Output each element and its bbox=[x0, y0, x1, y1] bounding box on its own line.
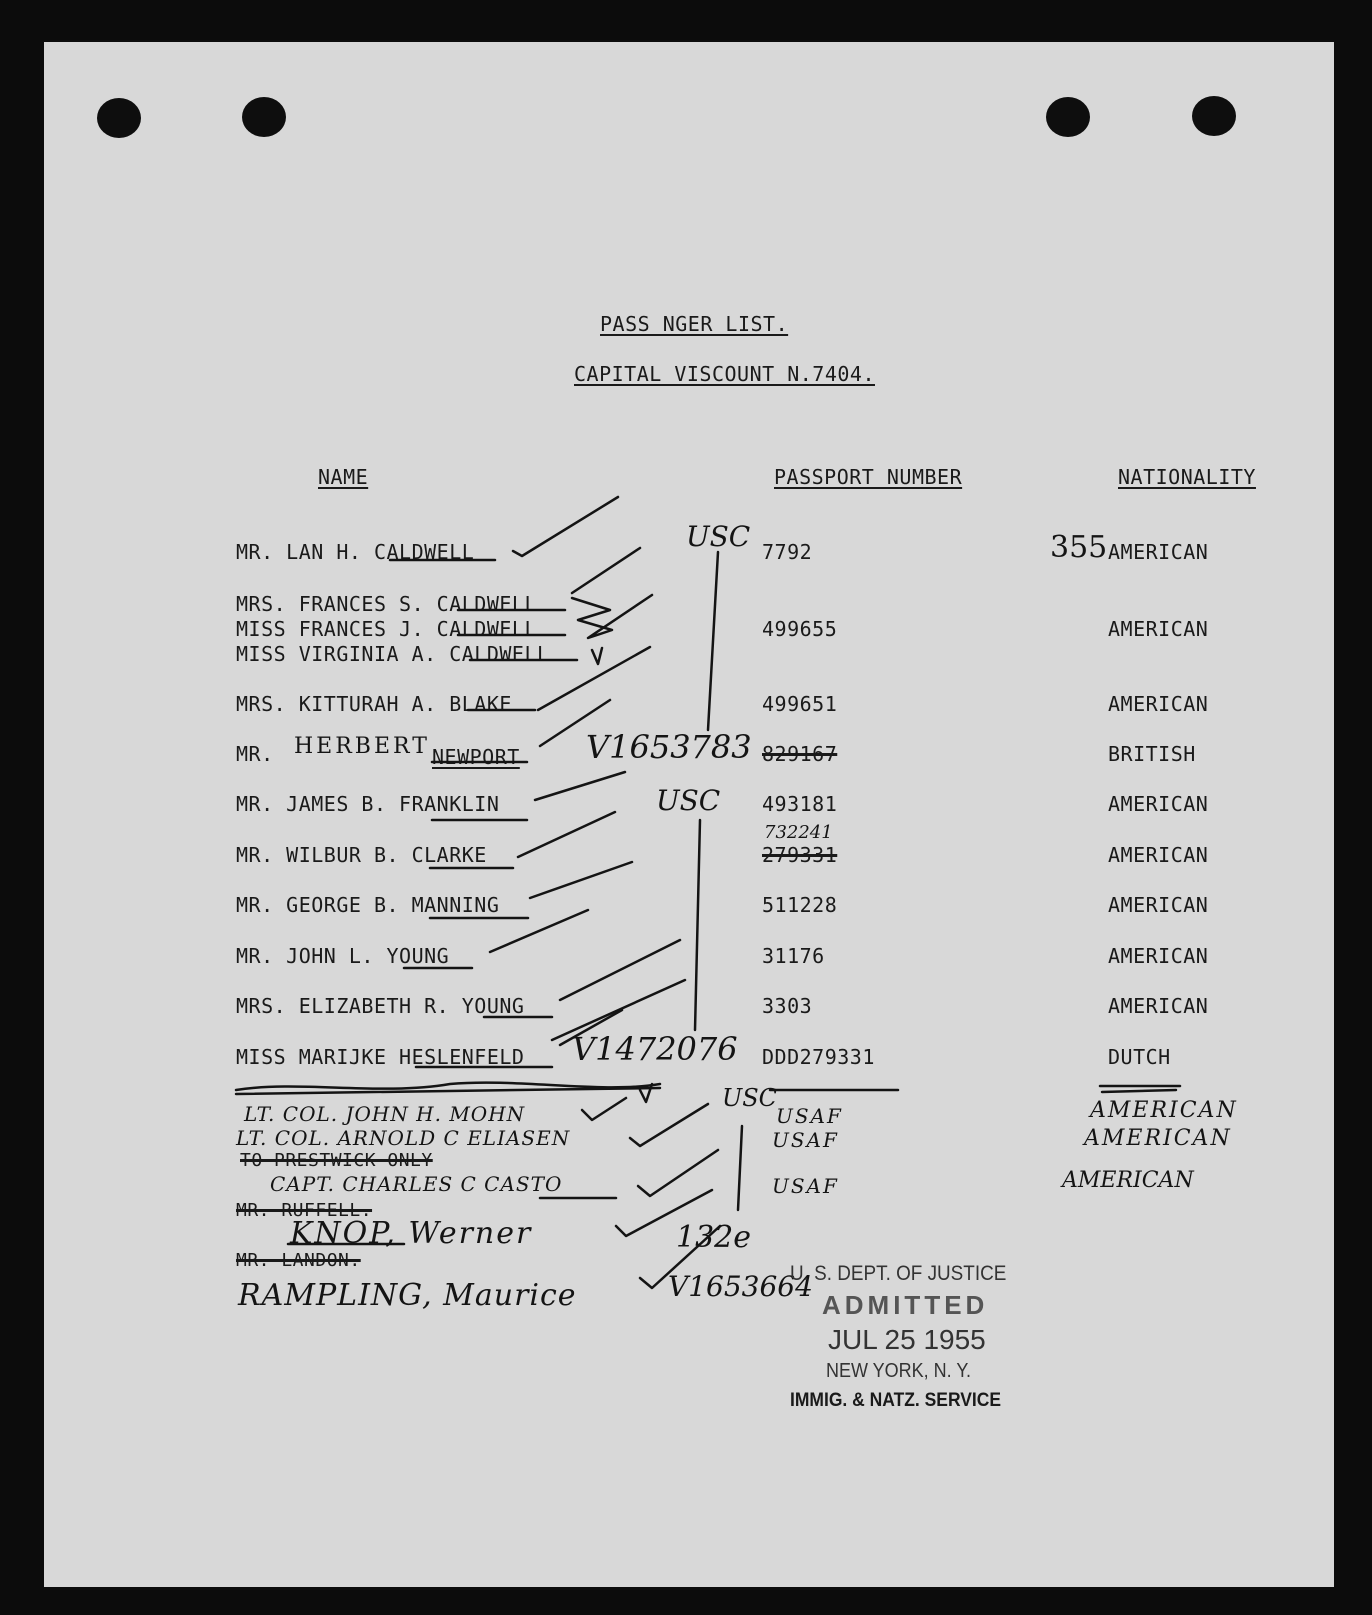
nationality: AMERICAN bbox=[1108, 893, 1209, 917]
passenger-name: MR. GEORGE B. MANNING bbox=[236, 893, 500, 917]
passenger-name: MRS. ELIZABETH R. YOUNG bbox=[236, 994, 525, 1018]
passenger-name: MRS. FRANCES S. CALDWELL bbox=[236, 592, 537, 616]
handwritten-nationality: AMERICAN bbox=[1084, 1126, 1232, 1151]
passport-number: 3303 bbox=[762, 994, 813, 1018]
handwritten-usc-note: USC bbox=[722, 1084, 778, 1112]
handwritten-passport-number: V1653783 bbox=[586, 728, 752, 766]
passport-number: 31176 bbox=[762, 944, 825, 968]
name-prefix: MR. bbox=[236, 742, 274, 766]
column-header-nationality: NATIONALITY bbox=[1118, 465, 1256, 489]
passenger-name: MISS MARIJKE HESLENFELD bbox=[236, 1045, 525, 1069]
passport-number: DDD279331 bbox=[762, 1045, 875, 1069]
nationality: AMERICAN bbox=[1108, 843, 1209, 867]
passport-number: 7792 bbox=[762, 540, 813, 564]
handwritten-note: 132e bbox=[676, 1220, 752, 1255]
passport-number: 493181 bbox=[762, 792, 838, 816]
stamp-dept: U. S. DEPT. OF JUSTICE bbox=[790, 1262, 1007, 1285]
nationality: DUTCH bbox=[1108, 1045, 1171, 1069]
handwritten-usc-note: USC bbox=[686, 520, 751, 553]
column-header-passport: PASSPORT NUMBER bbox=[774, 465, 963, 489]
handwritten-passenger-name: KNOP, Werner bbox=[290, 1216, 533, 1251]
passenger-name: MR. WILBUR B. CLARKE bbox=[236, 843, 487, 867]
handwritten-first-name: HERBERT bbox=[294, 734, 430, 759]
handwritten-usc-note: USC bbox=[656, 784, 721, 817]
nationality: AMERICAN bbox=[1108, 944, 1209, 968]
stamp-date: JUL 25 1955 bbox=[828, 1324, 986, 1355]
nationality: AMERICAN bbox=[1108, 692, 1209, 716]
handwritten-nationality: AMERICAN bbox=[1062, 1168, 1194, 1193]
nationality: AMERICAN bbox=[1108, 994, 1209, 1018]
passenger-name: MRS. KITTURAH A. BLAKE bbox=[236, 692, 512, 716]
handwritten-passport-number: 732241 bbox=[764, 822, 833, 843]
passport-number: 499655 bbox=[762, 617, 838, 641]
document-subtitle: CAPITAL VISCOUNT N.7404. bbox=[574, 362, 875, 386]
document-title: PASS NGER LIST. bbox=[600, 312, 789, 336]
passport-number: 499651 bbox=[762, 692, 838, 716]
passenger-name: MR. JAMES B. FRANKLIN bbox=[236, 792, 500, 816]
struck-typed-line: TO PRESTWICK ONLY bbox=[240, 1150, 433, 1171]
struck-typed-line: MR. LANDON. bbox=[236, 1250, 361, 1271]
stamp-service: IMMIG. & NATZ. SERVICE bbox=[790, 1390, 1002, 1411]
nationality: AMERICAN bbox=[1108, 792, 1209, 816]
handwritten-passport-number: V1472076 bbox=[572, 1030, 738, 1068]
struck-passport-number: 279331 bbox=[762, 843, 838, 867]
struck-passport-number: 829167 bbox=[762, 742, 838, 766]
stamp-admitted: ADMITTED bbox=[822, 1290, 989, 1320]
nationality: BRITISH bbox=[1108, 742, 1196, 766]
handwritten-passenger-name: CAPT. CHARLES C CASTO bbox=[270, 1172, 563, 1196]
handwritten-passenger-name: RAMPLING, Maurice bbox=[238, 1278, 577, 1313]
passenger-name: MISS FRANCES J. CALDWELL bbox=[236, 617, 537, 641]
passenger-name: MR. LAN H. CALDWELL bbox=[236, 540, 475, 564]
handwritten-passport: USAF bbox=[772, 1174, 839, 1198]
stamp-location: NEW YORK, N. Y. bbox=[826, 1360, 972, 1382]
margin-note: 355 bbox=[1050, 530, 1108, 565]
passenger-surname: NEWPORT bbox=[432, 745, 520, 769]
struck-typed-line: MR. RUFFELL. bbox=[236, 1200, 373, 1221]
handwritten-passenger-name: LT. COL. JOHN H. MOHN bbox=[244, 1102, 526, 1126]
nationality: AMERICAN bbox=[1108, 617, 1209, 641]
handwritten-passport: USAF bbox=[772, 1128, 839, 1152]
passenger-name: MR. JOHN L. YOUNG bbox=[236, 944, 450, 968]
handwritten-passport: V1653664 bbox=[668, 1270, 813, 1303]
handwritten-nationality: AMERICAN bbox=[1090, 1098, 1238, 1123]
handwritten-passenger-name: LT. COL. ARNOLD C ELIASEN bbox=[236, 1126, 571, 1150]
nationality: AMERICAN bbox=[1108, 540, 1209, 564]
passenger-name: MISS VIRGINIA A. CALDWELL bbox=[236, 642, 550, 666]
column-header-name: NAME bbox=[318, 465, 369, 489]
handwritten-passport: USAF bbox=[776, 1104, 843, 1128]
passport-number: 511228 bbox=[762, 893, 838, 917]
